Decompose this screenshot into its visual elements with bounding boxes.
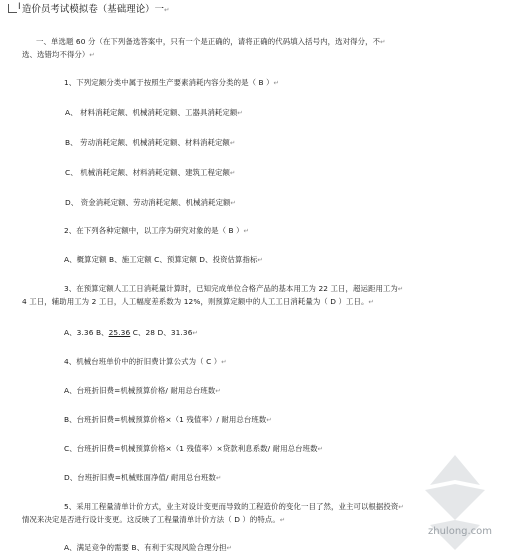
- paragraph-mark: ↵: [226, 544, 233, 552]
- document-line[interactable]: [64, 357, 511, 367]
- paragraph-mark: ↵: [215, 387, 221, 395]
- document-line[interactable]: [64, 226, 511, 236]
- paragraph-mark: ↵: [257, 256, 264, 264]
- page-corner-mark: [8, 4, 17, 13]
- document-line-text: B、 劳动消耗定额、机械消耗定额、材料消耗定额: [65, 138, 230, 147]
- document-line[interactable]: [64, 328, 511, 338]
- paragraph-mark: ↵: [237, 109, 243, 117]
- paragraph-mark: ↵: [229, 139, 236, 147]
- paragraph-mark: ↵: [215, 474, 222, 482]
- document-line[interactable]: [65, 198, 511, 208]
- document-line-text: D、台班折旧费=机械账面净值/ 耐用总台班数: [64, 473, 216, 482]
- document-line[interactable]: [65, 108, 511, 118]
- paragraph-mark: ↵: [398, 503, 404, 511]
- document-line-text: B、台班折旧费=机械预算价格×（1 残值率）/ 耐用总台班数: [64, 415, 267, 424]
- document-line[interactable]: [64, 386, 511, 396]
- document-line-text: 4、机械台班单价中的折旧费计算公式为（ C ）: [64, 357, 222, 366]
- paragraph-mark: ↵: [380, 38, 386, 46]
- document-line-text: 2、在下列各种定额中，以工序为研究对象的是（ B ）: [64, 226, 244, 235]
- document-line[interactable]: [22, 297, 511, 307]
- document-title-text: 造价员考试模拟卷（基础理论）一: [22, 4, 165, 15]
- paragraph-mark: ↵: [230, 169, 236, 177]
- paragraph-mark: ↵: [397, 285, 404, 293]
- document-line[interactable]: [65, 168, 511, 178]
- paragraph-mark: ↵: [368, 298, 374, 306]
- document-line-text: A、台班折旧费=机械预算价格/ 耐用总台班数: [64, 386, 216, 395]
- paragraph-mark: ↵: [221, 358, 227, 366]
- paragraph-mark: ↵: [273, 79, 280, 87]
- document-line-text: 3、在预算定额人工工日消耗量计算时，已知完成单位合格产品的基本用工为 22 工日，超运距用工为: [64, 284, 398, 293]
- document-line-text: A、3.36 B、25.36 C、28 D、31.36: [64, 328, 193, 337]
- document-line[interactable]: [64, 255, 511, 265]
- document-line-text: 情况来决定是否进行设计变更。这反映了工程量清单计价方法（ D ）的特点。: [22, 515, 280, 524]
- zhulong-logo-icon: [405, 450, 505, 560]
- document-line-text: A、满足竞争的需要 B、有利于实现风险合理分担: [64, 543, 227, 552]
- text-cursor: I: [18, 2, 21, 12]
- underlined-text: 25.36: [108, 328, 131, 337]
- document-line-text: 选、选错均不得分）: [22, 50, 90, 59]
- document-line-text: 4 工日，辅助用工为 2 工日，人工幅度差系数为 12%，则预算定额中的人工工日消耗量为（ D ）工日。: [22, 297, 369, 306]
- document-line-text: C、 机械消耗定额、材料消耗定额、建筑工程定额: [65, 168, 231, 177]
- paragraph-mark: ↵: [192, 329, 199, 337]
- paragraph-mark: ↵: [164, 6, 170, 14]
- paragraph-mark: ↵: [266, 416, 272, 424]
- paragraph-mark: ↵: [230, 199, 237, 207]
- watermark-text: zhulong.com: [428, 526, 493, 537]
- document-line-text: 1、下列定额分类中属于按照生产要素消耗内容分类的是（ B ）: [64, 78, 274, 87]
- document-line[interactable]: [65, 138, 511, 148]
- document-title[interactable]: [22, 4, 511, 16]
- document-line[interactable]: [22, 50, 511, 60]
- document-line-text: 5、采用工程量清单计价方式，业主对设计变更而导致的工程造价的变化一目了然，业主可以根据投资: [64, 502, 399, 511]
- document-line[interactable]: [64, 78, 511, 88]
- paragraph-mark: ↵: [279, 516, 286, 524]
- document-line[interactable]: [64, 284, 511, 294]
- document-line-text: A、 材料消耗定额、机械消耗定额、工器具消耗定额: [65, 108, 238, 117]
- document-line[interactable]: [36, 37, 511, 47]
- document-line-text: A、概算定额 B、施工定额 C、预算定额 D、投资估算指标: [64, 255, 258, 264]
- paragraph-mark: ↵: [317, 445, 324, 453]
- document-line-text: D、 资金消耗定额、劳动消耗定额、机械消耗定额: [65, 198, 231, 207]
- paragraph-mark: ↵: [89, 51, 95, 59]
- document-line-text: C、台班折旧费=机械预算价格×（1 残值率）×贷款利息系数/ 耐用总台班数: [64, 444, 318, 453]
- document-line[interactable]: [64, 415, 511, 425]
- paragraph-mark: ↵: [243, 227, 250, 235]
- document-line-text: 一、单选题 60 分（在下列备选答案中，只有一个是正确的，请将正确的代码填入括号内，选对得分，不: [36, 37, 381, 46]
